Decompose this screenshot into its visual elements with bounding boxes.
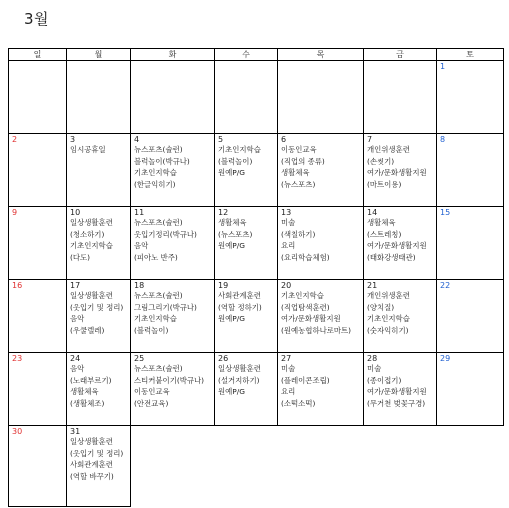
activity-item: 원예P/G [218, 314, 245, 324]
activity-item: 요리 [281, 387, 296, 397]
empty-cell [215, 426, 278, 507]
day-cell [278, 353, 364, 426]
activity-item: 기초인지학습 [218, 145, 261, 154]
activity-item: 원예P/G [218, 168, 245, 178]
activity-item: 생활체육 [281, 168, 310, 178]
activity-item: (옷입기 및 정리) [70, 302, 124, 312]
day-cell [67, 353, 131, 426]
day-number [215, 61, 277, 62]
weekday-thu: 목 [278, 49, 364, 61]
day-cell [278, 280, 364, 353]
activity-item: 생활체육 [218, 218, 247, 227]
day-number: 7 [367, 135, 373, 144]
day-cell [67, 134, 131, 207]
day-cell [9, 134, 67, 207]
activity-item: 기초인지학습 [134, 168, 177, 178]
day-cell [215, 207, 278, 280]
day-number: 12 [218, 208, 229, 217]
weekday-wed: 수 [215, 49, 278, 61]
activity-item: 여가/문화생활지원 [281, 314, 341, 324]
activity-item: (마트이용) [367, 179, 402, 189]
activity-item: 기초인지학습 [70, 241, 113, 251]
activity-item: (역할 바꾸기) [70, 471, 114, 481]
activity-item: 그림그리기(박규나) [134, 302, 197, 312]
activity-item: (설거지하기) [218, 375, 260, 385]
activity-item: 사회관계훈련 [218, 291, 261, 300]
day-number: 2 [12, 135, 18, 144]
day-cell [364, 207, 437, 280]
week-row [9, 207, 504, 280]
activity-item: (색칠하기) [281, 229, 316, 239]
activity-item: (피아노 반주) [134, 252, 178, 262]
activity-item: 미술 [281, 218, 296, 227]
activity-item: 음악 [134, 241, 149, 251]
day-cell [131, 61, 215, 134]
day-cell [131, 207, 215, 280]
day-cell [9, 280, 67, 353]
activity-item: (플레이콘조립) [281, 375, 330, 385]
activity-item: (뉴스포츠) [281, 179, 316, 189]
day-number: 19 [218, 281, 229, 290]
day-number [67, 61, 130, 62]
activity-item: 블럭놀이(박규나) [134, 156, 190, 166]
day-cell [9, 426, 67, 507]
day-number: 1 [440, 62, 446, 71]
activity-item: (숫자익히기) [367, 325, 409, 335]
day-number: 24 [70, 354, 81, 363]
day-number: 26 [218, 354, 229, 363]
day-number [9, 61, 66, 62]
day-number: 20 [281, 281, 292, 290]
activity-item: (역할 정하기) [218, 302, 262, 312]
activity-item: (스트레칭) [367, 229, 402, 239]
day-cell [67, 426, 131, 507]
day-cell [131, 134, 215, 207]
day-number: 9 [12, 208, 18, 217]
day-cell [215, 280, 278, 353]
day-number [364, 61, 436, 62]
activity-item: 요리 [281, 241, 296, 251]
activity-item: (다도) [70, 252, 91, 262]
activity-item: 일상생활훈련 [70, 437, 113, 446]
day-cell [364, 353, 437, 426]
activity-item: 일상생활훈련 [70, 218, 113, 227]
week-row [9, 280, 504, 353]
activity-item: (노래부르기) [70, 375, 112, 385]
activity-item: 스티커붙이기(박규나) [134, 375, 205, 385]
day-number: 8 [440, 135, 446, 144]
activity-item: (한글익히기) [134, 179, 176, 189]
activity-item: (옷입기 및 정리) [70, 448, 124, 458]
activity-item: 음악 [70, 314, 85, 324]
activity-item: 이동인교육 [134, 387, 170, 397]
activity-item: 미술 [281, 364, 296, 373]
activity-item: (안전교육) [134, 398, 169, 408]
day-number: 14 [367, 208, 378, 217]
activity-item: (블럭놀이) [134, 325, 169, 335]
day-number: 28 [367, 354, 378, 363]
week-row [9, 353, 504, 426]
day-number: 31 [70, 427, 81, 436]
day-cell [437, 353, 504, 426]
empty-cell [364, 426, 437, 507]
day-number: 18 [134, 281, 145, 290]
day-number: 5 [218, 135, 224, 144]
day-cell [67, 61, 131, 134]
empty-cell [131, 426, 215, 507]
activity-item: 여가/문화생활지원 [367, 387, 427, 397]
calendar-grid [8, 48, 504, 507]
activity-item: 개인위생훈련 [367, 145, 410, 154]
day-number: 21 [367, 281, 378, 290]
weekday-header-row [9, 49, 504, 61]
day-cell [67, 280, 131, 353]
empty-cell [437, 426, 504, 507]
day-cell [278, 207, 364, 280]
weekday-fri: 금 [364, 49, 437, 61]
activity-item: 옷입기정리(박규나) [134, 229, 197, 239]
activity-item: (태화강생태관) [367, 252, 416, 262]
activity-item: 사회관계훈련 [70, 460, 113, 470]
activity-item: (블럭놀이) [218, 156, 253, 166]
day-number: 13 [281, 208, 292, 217]
day-number: 6 [281, 135, 287, 144]
day-number: 29 [440, 354, 451, 363]
day-number: 3 [70, 135, 76, 144]
day-number: 11 [134, 208, 145, 217]
day-cell [437, 207, 504, 280]
activity-item: (우쿨렐레) [70, 325, 105, 335]
activity-item: 원예P/G [218, 241, 245, 251]
day-cell [215, 134, 278, 207]
activity-item: (소떡소떡) [281, 398, 316, 408]
activity-item: 일상생활훈련 [218, 364, 261, 373]
day-number: 17 [70, 281, 81, 290]
day-cell [67, 207, 131, 280]
activity-item: (원예농협하나로마트) [281, 325, 352, 335]
week-row [9, 61, 504, 134]
day-cell [437, 134, 504, 207]
week-row [9, 134, 504, 207]
day-number: 30 [12, 427, 23, 436]
day-cell [364, 280, 437, 353]
day-cell [437, 280, 504, 353]
day-number: 15 [440, 208, 451, 217]
day-cell [364, 61, 437, 134]
activity-item: (무거천 벚꽃구경) [367, 398, 426, 408]
activity-item: 이동인교육 [281, 145, 317, 154]
day-number: 25 [134, 354, 145, 363]
day-cell [131, 353, 215, 426]
activity-item: 기초인지학습 [281, 291, 324, 300]
activity-item: (청소하기) [70, 229, 105, 239]
day-cell [364, 134, 437, 207]
day-number [278, 61, 363, 62]
day-cell [131, 280, 215, 353]
day-cell [9, 61, 67, 134]
activity-item: (뉴스포츠) [218, 229, 253, 239]
empty-cell [278, 426, 364, 507]
day-cell [437, 61, 504, 134]
activity-item: 생활체육 [70, 387, 99, 397]
activity-item: 임시공휴일 [70, 145, 106, 154]
activity-item: 뉴스포츠(슐런) [134, 218, 183, 227]
day-number: 10 [70, 208, 81, 217]
activity-item: 미술 [367, 364, 382, 373]
day-number [131, 61, 214, 62]
day-number: 27 [281, 354, 292, 363]
activity-item: 생활체육 [367, 218, 396, 227]
day-number: 16 [12, 281, 23, 290]
activity-item: (생활체조) [70, 398, 105, 408]
activity-item: (직업탐색훈련) [281, 302, 330, 312]
day-cell [215, 353, 278, 426]
weekday-sun: 일 [9, 49, 67, 61]
day-number: 23 [12, 354, 23, 363]
activity-item: 기초인지학습 [134, 314, 177, 324]
activity-item: 여가/문화생활지원 [367, 241, 427, 251]
page-title: 3월 [24, 10, 50, 28]
activity-item: (직업의 종류) [281, 156, 325, 166]
activity-item: (손씻기) [367, 156, 395, 166]
day-cell [9, 353, 67, 426]
day-cell [215, 61, 278, 134]
activity-item: (종이접기) [367, 375, 402, 385]
day-number: 4 [134, 135, 140, 144]
day-cell [9, 207, 67, 280]
day-cell [278, 61, 364, 134]
activity-item: 음악 [70, 364, 85, 373]
day-cell [278, 134, 364, 207]
activity-item: 뉴스포츠(슐런) [134, 364, 183, 373]
activity-item: 기초인지학습 [367, 314, 410, 324]
week-row [9, 426, 504, 507]
activity-item: 일상생활훈련 [70, 291, 113, 300]
activity-item: 뉴스포츠(슐런) [134, 291, 183, 300]
day-number: 22 [440, 281, 451, 290]
activity-item: 원예P/G [218, 387, 245, 397]
activity-item: 뉴스포츠(슐런) [134, 145, 183, 154]
activity-item: 개인위생훈련 [367, 291, 410, 300]
weekday-tue: 화 [131, 49, 215, 61]
activity-item: 여가/문화생활지원 [367, 168, 427, 178]
weekday-mon: 월 [67, 49, 131, 61]
weekday-sat: 토 [437, 49, 504, 61]
activity-item: (양치질) [367, 302, 395, 312]
activity-item: (요리학습체험) [281, 252, 330, 262]
